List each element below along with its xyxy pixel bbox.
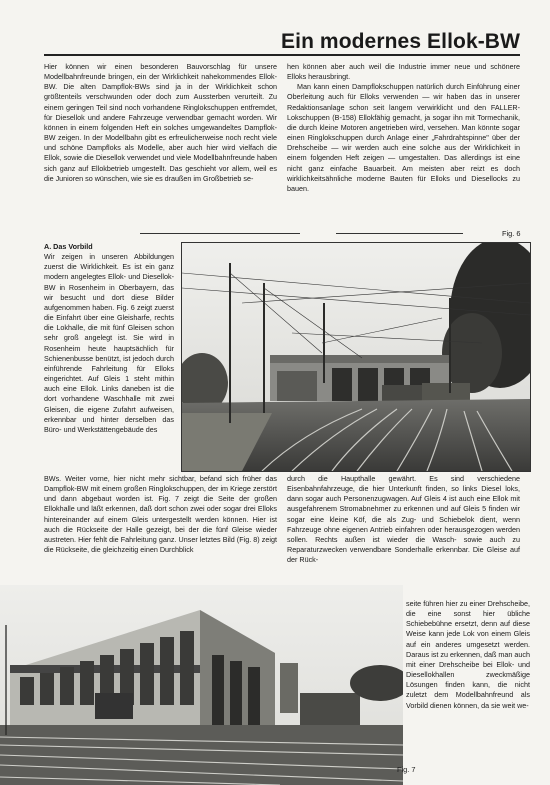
section-heading: A. Das Vorbild [44,242,93,251]
intro-right-column [287,62,520,194]
section-left-text: Wir zeigen in unseren Abbildungen zuerst die Wirklichkeit. Es ist ein ganz modern angelegtes Ellok- und Diesellok-BW in Rosenheim in Oberbayern, das wir besucht und dort diese Bilder aufgenommen haben. Fig. 6 zeigt zuerst die Einfahrt über eine Gleisharfe, rechts die Lokhalle, die mit fünf Gleisen schon sehr groß angelegt ist. Sie wird in Rosenheim heute hauptsächlich für Schienenbusse benützt, ist jedoch durch einführende Fahrleitung für Elloks eingerichtet. Auf Gleis 1 steht mithin auch eine Ellok. Links daneben ist die dort vorhandene Waschhalle mit zwei Gleisen, die eigene Zufahrt aufweisen, erkennbar und hinter derselben das Büro- und Werkstättengebäude des [44,252,174,434]
intro-left-column [44,62,277,184]
mid-left-column [44,474,277,555]
fig7-label: Fig. 7 [397,765,416,774]
mid-left-text: BWs. Weiter vorne, hier nicht mehr sichtbar, befand sich früher das Dampflok-BW mit einem großen Ringlokschuppen, der im Kriege zerstört und dann abgebaut worden ist. Fig. 7 zeigt die Seite der großen Ellokhalle und läßt erkennen, daß dort schon zwei oder sogar drei Elloks hintereinander auf einem Gleis untergestellt werden können. Hier ist auch die Rückseite der Halle gezeigt, bei der die fünf Gleise wieder austreten. Hier fehlt die Fahrleitung ganz. Unser letztes Bild (Fig. 8) zeigt die Rückseite, die gleichzeitig einen Durchblick [44,474,277,555]
fig6-label: Fig. 6 [502,229,521,238]
fig7-photo [0,585,403,785]
fig7-image [0,585,403,785]
page-title: Ein modernes Ellok-BW [281,30,520,53]
mid-right-column [287,474,520,565]
fig6-image [182,243,530,471]
intro-right-text-2: Man kann einen Dampflokschuppen natürlich durch Einführung einer Oberleitung auch für Elloks verwenden — wir haben das in unserer Redaktionsanlage schon seit langem verwirklicht und den FALLER-Lokschuppen (B-158) Ellokfähig gemacht, ja sogar ihn mit Tormechanik, die durch kleine Motoren angetrieben wird, versehen. Man könnte sogar einen Ringlokschuppen durch Anlage einer „Fahrdrahtspinne" über der Drehscheibe — wir werden auch eine solche aus der Wirklichkeit in einem folgenden Heft zeigen — umgestalten. Das allerdings ist eine nicht ganz einfache Bauarbeit. Am meisten aber reizt es doch wirklichkeitsähnliche moderne Bauten für Elloks und Diesellocks zu bauen. [287,82,520,193]
title-rule [44,54,520,56]
section-left-column [44,242,174,435]
bottom-right-column [406,599,530,711]
fig6-photo [181,242,531,472]
separator-right [336,233,463,234]
intro-left-text: Hier können wir einen besonderen Bauvorschlag für unsere Modellbahnfreunde bringen, ein der Wirklichkeit nahekommendes Ellok-BW. Die alten Dampflok-BWs sind ja in der Wirklichkeit schon größtenteils verschwunden oder doch zum Aussterben verurteilt. Zu einem geringen Teil sind noch vorhandene Ringlokschuppen entfremdet, für Diesellok und andere Fahrzeuge verwendbar gemacht worden. Wir können in einem folgenden Heft ein solches umgewandeltes Dampflok-BW zeigen. In der Modellbahn gibt es erfreulicherweise noch recht viele und schöne Dampfloks als Modelle, aber auch hier wird vielfach die Ellok, sowie die Diesellok verwendet und viele Modellbahnfreunde haben sich ganz auf Ellokbetrieb umgestellt. Das geschieht vor allem, weil es die Junioren so wünschen, wie sie es draußen im Großbetrieb se- [44,62,277,183]
mid-right-text: durch die Haupthalle gewährt. Es sind verschiedene Eisenbahnfahrzeuge, die hier Unterkunft finden, so links Diesel loks, dann sogar auch Personenzugwagen. Auf Gleis 4 ist auch eine Ellok mit ausgefahrenem Stromabnehmer zu erkennen und auf Gleis 5 finden wir sogar eine kleine Köf, die als Zug- und Schiebelok dient, wenn Fahrzeuge ohne eigenen Antrieb einfahren oder herausgezogen werden sollen. Rechts außen ist wieder die Wasch- sowie auch zu Reparaturzwecken verwendbare Sonderhalle erkennbar. Die Gleise auf der Rück- [287,474,520,565]
intro-right-text-1: hen können aber auch weil die Industrie immer neue und schönere Elloks herausbringt. [287,62,520,82]
separator-left [140,233,300,234]
bottom-right-text: seite führen hier zu einer Drehscheibe, die eine sonst hier übliche Schiebebühne ersetzt, denn auf diese Weise kann jede Lok von einem Gleis auf ein anderes umgesetzt werden. Daraus ist zu erkennen, daß man auch mit einer Drehscheibe bei Ellok- und Diesellokhallen zweckmäßige Lösungen finden kann, die nicht zuletzt dem Modellbahnfreund als Vorbild dienen können, da sie weit we- [406,599,530,710]
